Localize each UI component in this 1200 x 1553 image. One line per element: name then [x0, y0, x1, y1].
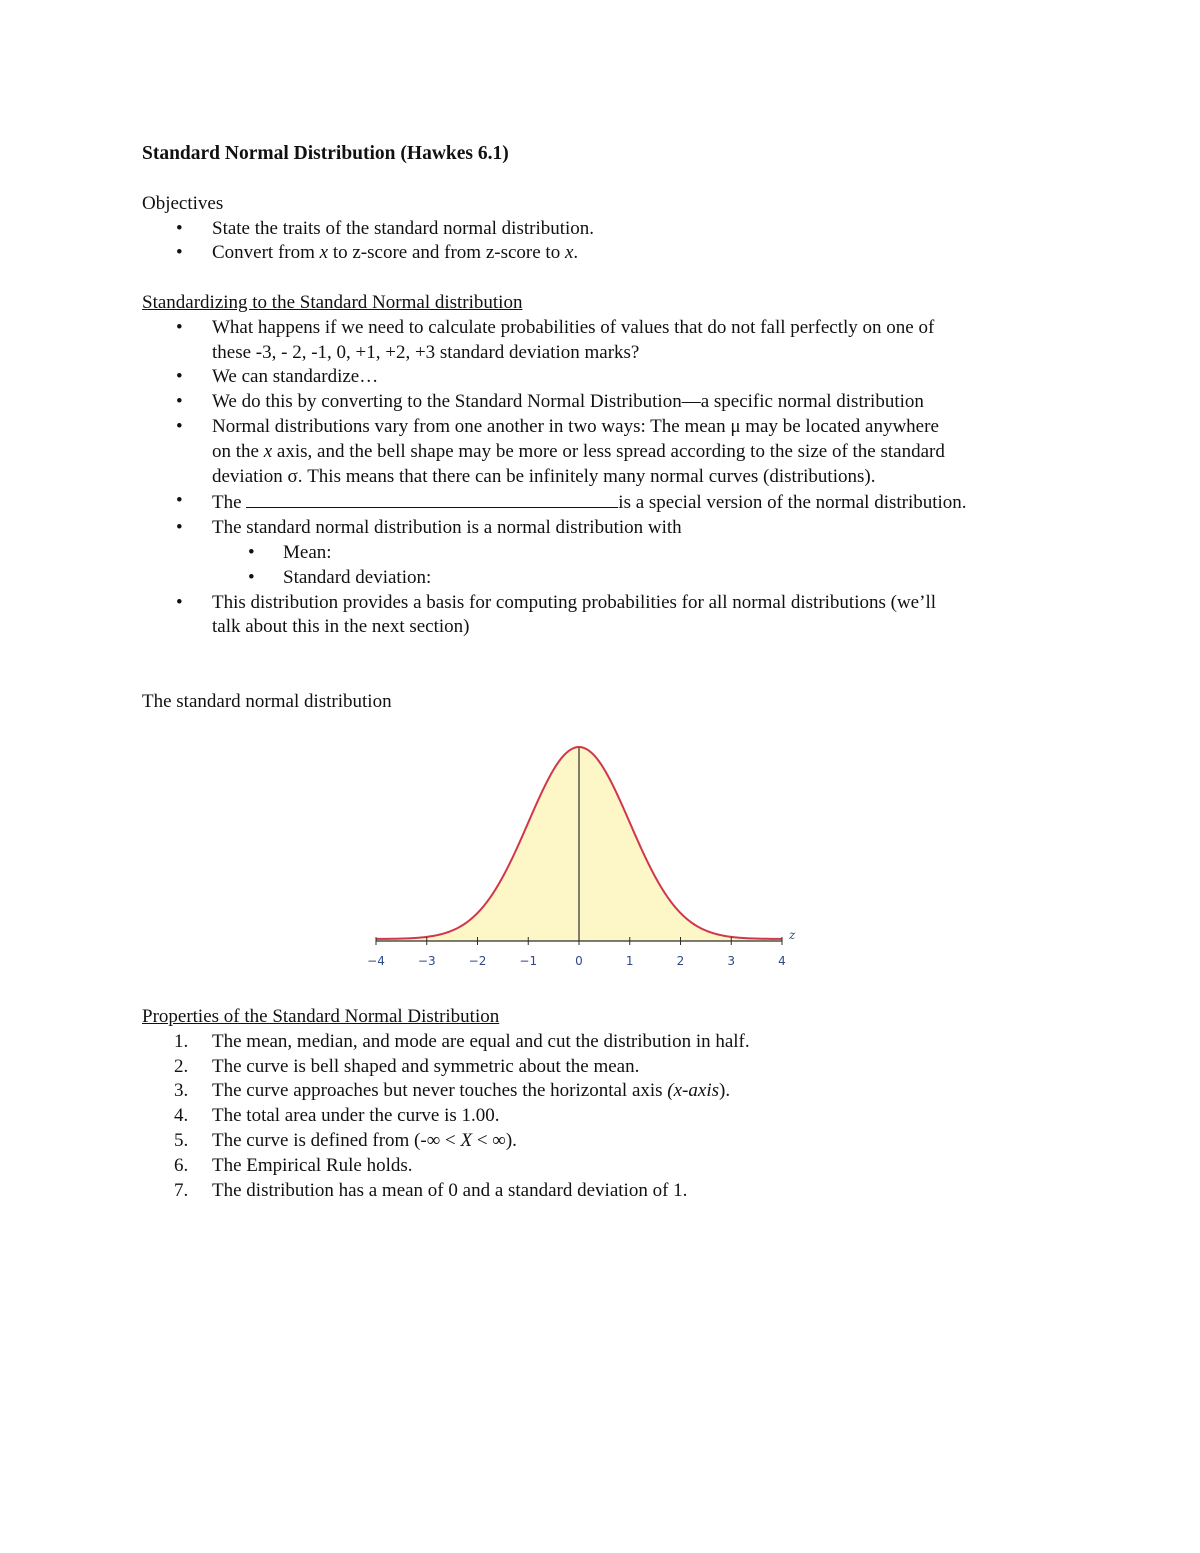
- x-tick-label: 4: [778, 954, 786, 968]
- properties-section: [142, 1005, 1062, 1203]
- property-item: 2. The curve is bell shaped and symmetric about the mean.: [174, 1055, 640, 1077]
- property-item: 6. The Empirical Rule holds.: [174, 1154, 413, 1176]
- fill-in-blank-item: • The is a special version of the normal distribution.: [142, 489, 1062, 516]
- chart-svg: [360, 735, 800, 975]
- standardizing-list: [142, 316, 1062, 640]
- property-item: 3. The curve approaches but never touches the horizontal axis (x-axis).: [174, 1080, 731, 1102]
- page-title: Standard Normal Distribution (Hawkes 6.1): [142, 143, 509, 164]
- objective-item: • Convert from x to z-score and from z-score to x.: [142, 241, 1062, 266]
- properties-list: [142, 1030, 1062, 1204]
- property-item: 4. The total area under the curve is 1.00.: [174, 1105, 500, 1127]
- x-tick-label: 0: [575, 954, 583, 968]
- x-tick-label: −3: [417, 954, 436, 968]
- list-item: • This distribution provides a basis for computing probabilities for all normal distributions (we’ll talk about this in the next section): [142, 591, 1062, 641]
- x-tick-label: 2: [676, 954, 685, 968]
- x-tick-label: −4: [367, 954, 385, 968]
- fill-in-blank[interactable]: [246, 489, 618, 508]
- property-item: 1. The mean, median, and mode are equal and cut the distribution in half.: [174, 1030, 750, 1052]
- chart-caption: The standard normal distribution: [142, 690, 392, 712]
- objectives-list: [142, 217, 1062, 267]
- normal-distribution-chart: [360, 735, 800, 975]
- objective-item: • State the traits of the standard normal distribution.: [142, 217, 1062, 242]
- list-item: • Normal distributions vary from one another in two ways: The mean μ may be located anywhere on the x axis, and the bell shape may be more or less spread according to the size of the standard deviation σ. This means that there can be infinitely many normal curves (distributions).: [142, 415, 1062, 489]
- property-item: 7. The distribution has a mean of 0 and a standard deviation of 1.: [174, 1179, 688, 1201]
- properties-heading: Properties of the Standard Normal Distribution: [142, 1006, 500, 1027]
- list-item: • We can standardize…: [142, 365, 1062, 390]
- sub-list-item-std-dev: • Standard deviation:: [142, 566, 1062, 591]
- x-axis-label: z: [789, 928, 796, 942]
- x-tick-label: 1: [625, 954, 634, 968]
- x-tick-label: −1: [519, 954, 538, 968]
- standardizing-heading: Standardizing to the Standard Normal distribution: [142, 291, 523, 313]
- list-item: • What happens if we need to calculate probabilities of values that do not fall perfectly on one of these -3, - 2, -1, 0, +1, +2, +3 standard deviation marks?: [142, 316, 1062, 366]
- x-tick-label: −2: [468, 954, 487, 968]
- property-item: 5. The curve is defined from (-∞ < X < ∞).: [174, 1129, 517, 1151]
- x-tick-label: 3: [727, 954, 736, 968]
- list-item: • We do this by converting to the Standard Normal Distribution—a specific normal distribution: [142, 390, 1062, 415]
- list-item: • The standard normal distribution is a normal distribution with: [142, 516, 1062, 541]
- document-page: [142, 141, 1062, 715]
- objectives-heading: Objectives: [142, 192, 224, 214]
- sub-list-item-mean: • Mean:: [142, 541, 1062, 566]
